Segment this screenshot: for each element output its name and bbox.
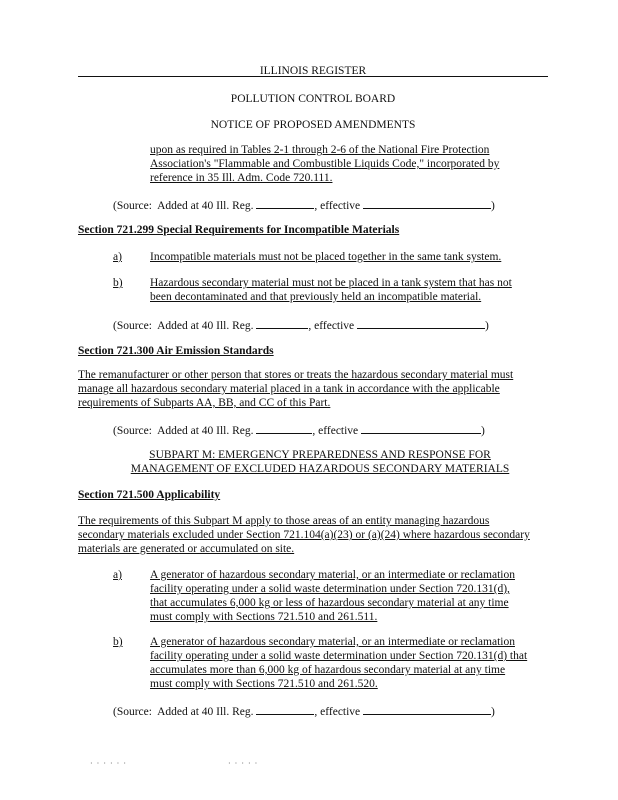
register-title: ILLINOIS REGISTER [259, 65, 367, 77]
section-heading: Section 721.500 Applicability [78, 489, 221, 501]
source-prefix: (Source: Added at 40 Ill. Reg. [113, 425, 254, 437]
source-close: ) [491, 706, 495, 718]
item-label: b) [113, 636, 123, 648]
blank-field [256, 422, 312, 434]
item-label: a) [113, 251, 122, 263]
subpart-title-line-1: SUBPART M: EMERGENCY PREPAREDNESS AND RESPONSE FOR [149, 449, 491, 461]
blank-field [363, 197, 491, 209]
blank-field [361, 422, 481, 434]
section-heading: Section 721.300 Air Emission Standards [78, 345, 274, 357]
item-text: A generator of hazardous secondary material, or an intermediate or reclamation facility operating under a solid waste determination under Section 720.131(d), that accumulates 6,000 kg or less of hazardous secondary material at any time must comply with Sections 721.510 and 261.511. [150, 569, 515, 623]
source-line [113, 422, 485, 438]
section-paragraph: The requirements of this Subpart M apply to those areas of an entity managing hazardous secondary materials excluded under Section 721.104(a)(23) or (a)(24) where hazardous secondary materials are generated or accumulated on site. [78, 515, 530, 555]
item-label: b) [113, 277, 123, 289]
source-line [113, 703, 495, 719]
item-text: A generator of hazardous secondary material, or an intermediate or reclamation facility operating under a solid waste determination under Section 720.131(d) that accumulates more than 6,000 kg of hazardous secondary material at any time must comply with Sections 721.510 and 261.520. [150, 636, 528, 690]
source-close: ) [481, 425, 485, 437]
blank-field [363, 703, 491, 715]
item-text: Hazardous secondary material must not be placed in a tank system that has not been decontaminated and that previously held an incompatible material. [150, 277, 512, 303]
source-line [113, 317, 489, 333]
source-effective: , effective [314, 200, 361, 212]
source-line [113, 197, 495, 213]
subpart-title-line-2: MANAGEMENT OF EXCLUDED HAZARDOUS SECONDARY MATERIALS [130, 463, 510, 475]
source-prefix: (Source: Added at 40 Ill. Reg. [113, 706, 254, 718]
board-title: POLLUTION CONTROL BOARD [230, 93, 396, 105]
blank-field [256, 703, 314, 715]
source-close: ) [485, 320, 489, 332]
section-paragraph: The remanufacturer or other person that stores or treats the hazardous secondary material must manage all hazardous secondary material placed in a tank in accordance with the applicable requirements of Subparts AA, BB, and CC of this Part. [78, 369, 514, 409]
continuation-paragraph: upon as required in Tables 2-1 through 2-6 of the National Fire Protection Association's "Flammable and Combustible Liquids Code," incorporated by reference in 35 Ill. Adm. Code 720.111. [150, 144, 500, 184]
item-label: a) [113, 569, 122, 581]
item-text: Incompatible materials must not be placed together in the same tank system. [150, 251, 502, 263]
notice-title: NOTICE OF PROPOSED AMENDMENTS [210, 119, 416, 131]
footer-mark: · · · · · · [90, 759, 127, 768]
source-effective: , effective [314, 706, 361, 718]
source-close: ) [491, 200, 495, 212]
source-effective: , effective [308, 320, 355, 332]
blank-field [256, 317, 308, 329]
blank-field [256, 197, 314, 209]
section-heading: Section 721.299 Special Requirements for Incompatible Materials [78, 224, 400, 236]
source-effective: , effective [312, 425, 359, 437]
footer-mark: · · · · · [228, 759, 259, 768]
blank-field [357, 317, 485, 329]
source-prefix: (Source: Added at 40 Ill. Reg. [113, 320, 254, 332]
source-prefix: (Source: Added at 40 Ill. Reg. [113, 200, 254, 212]
